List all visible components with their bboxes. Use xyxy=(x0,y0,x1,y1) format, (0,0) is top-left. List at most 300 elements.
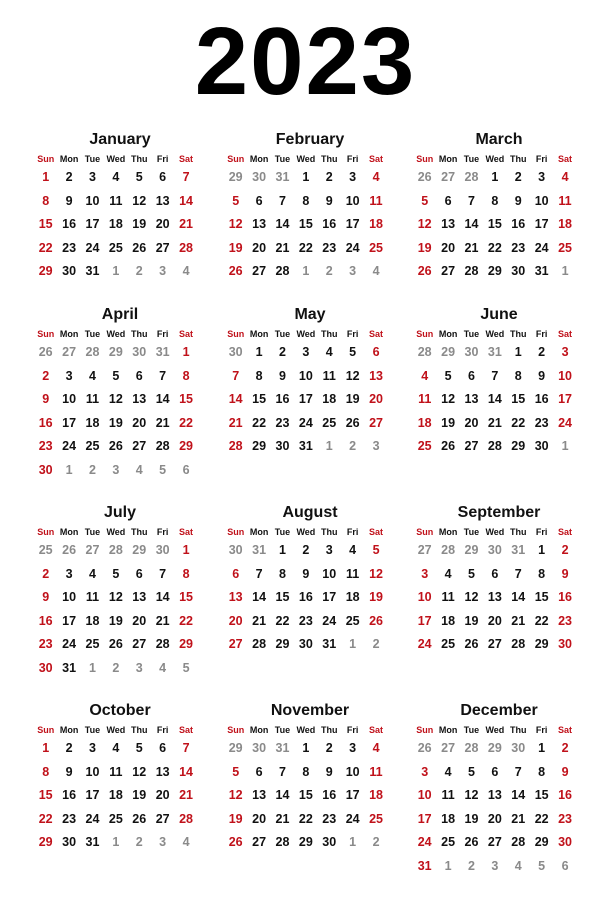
adjacent-month-day: 3 xyxy=(112,462,120,477)
adjacent-month-day: 1 xyxy=(65,462,73,477)
day-cell: 9 xyxy=(538,368,546,383)
day-cell: 23 xyxy=(558,811,572,826)
day-cell: 1 xyxy=(302,170,310,184)
day-cell: 26 xyxy=(228,835,243,850)
week-row xyxy=(413,563,585,587)
weekday-label: Wed xyxy=(106,725,126,735)
weekday-label: Mon xyxy=(59,154,79,164)
day-cell: 8 xyxy=(514,368,522,383)
day-cell: 20 xyxy=(369,392,383,407)
day-cell: 23 xyxy=(534,415,549,430)
day-cell: 10 xyxy=(417,590,432,605)
day-cell: 1 xyxy=(538,741,546,755)
day-cell: 31 xyxy=(534,264,549,279)
adjacent-month-day: 28 xyxy=(85,345,100,359)
day-cell: 4 xyxy=(444,566,452,581)
day-cell: 1 xyxy=(514,345,522,359)
day-cell: 18 xyxy=(85,613,100,628)
day-cell: 13 xyxy=(132,590,147,605)
adjacent-month-day: 31 xyxy=(275,170,290,184)
week-row xyxy=(224,190,396,214)
day-cell: 27 xyxy=(252,264,267,279)
day-cell: 19 xyxy=(417,240,432,255)
day-cell: 6 xyxy=(159,741,167,755)
week-row xyxy=(34,657,206,681)
day-cell: 26 xyxy=(369,613,383,628)
day-cell: 18 xyxy=(369,788,383,803)
day-cell: 5 xyxy=(135,741,143,755)
day-cell: 15 xyxy=(38,217,53,232)
weekday-header xyxy=(224,525,396,539)
day-cell: 13 xyxy=(369,368,383,383)
weekday-header xyxy=(224,723,396,737)
day-cell: 8 xyxy=(302,193,310,208)
adjacent-month-day: 31 xyxy=(487,345,502,359)
day-cell: 17 xyxy=(345,788,360,803)
day-cell: 29 xyxy=(38,835,53,850)
weekday-label: Tue xyxy=(274,154,291,164)
day-cell: 11 xyxy=(346,566,360,581)
adjacent-month-day: 2 xyxy=(372,835,380,850)
day-cell: 8 xyxy=(302,764,310,779)
day-cell: 20 xyxy=(132,613,147,628)
day-cell: 30 xyxy=(62,264,77,279)
adjacent-month-day: 2 xyxy=(349,439,357,454)
weekday-label: Fri xyxy=(346,527,359,537)
week-row xyxy=(34,190,206,214)
day-cell: 12 xyxy=(108,392,123,407)
day-cell: 16 xyxy=(62,217,77,232)
day-cell: 22 xyxy=(179,415,193,430)
day-cell: 16 xyxy=(322,217,337,232)
month-november xyxy=(224,701,396,855)
adjacent-month-day: 2 xyxy=(112,660,120,675)
weekday-header xyxy=(34,152,206,166)
weekday-label: Sun xyxy=(37,329,55,339)
day-cell: 29 xyxy=(511,439,526,454)
day-cell: 25 xyxy=(441,637,456,652)
weekday-label: Sun xyxy=(37,725,55,735)
day-cell: 22 xyxy=(534,811,549,826)
day-cell: 4 xyxy=(112,741,120,755)
day-cell: 6 xyxy=(491,764,499,779)
weekday-header xyxy=(413,723,585,737)
day-cell: 16 xyxy=(38,613,53,628)
adjacent-month-day: 28 xyxy=(464,170,479,184)
weekday-label: Thu xyxy=(131,329,148,339)
weekday-label: Fri xyxy=(346,154,359,164)
week-row xyxy=(413,610,585,634)
day-cell: 25 xyxy=(369,240,383,255)
day-cell: 21 xyxy=(179,217,193,232)
day-cell: 12 xyxy=(464,788,479,803)
day-cell: 31 xyxy=(62,660,77,675)
week-row xyxy=(224,341,396,365)
month-march xyxy=(413,130,585,284)
weekday-label: Sat xyxy=(558,154,573,164)
day-cell: 26 xyxy=(228,264,243,279)
day-cell: 3 xyxy=(302,345,310,359)
adjacent-month-day: 26 xyxy=(417,741,432,755)
day-cell: 28 xyxy=(155,439,170,454)
day-cell: 19 xyxy=(108,415,123,430)
day-cell: 28 xyxy=(275,835,290,850)
day-cell: 31 xyxy=(417,858,432,873)
adjacent-month-day: 2 xyxy=(135,835,143,850)
day-cell: 24 xyxy=(62,439,77,454)
day-cell: 27 xyxy=(487,835,502,850)
day-cell: 9 xyxy=(65,193,73,208)
day-cell: 6 xyxy=(444,193,452,208)
adjacent-month-day: 29 xyxy=(487,741,502,755)
adjacent-month-day: 2 xyxy=(468,858,475,873)
day-cell: 7 xyxy=(159,368,167,383)
weekday-label: Sun xyxy=(227,527,245,537)
adjacent-month-day: 29 xyxy=(441,345,456,359)
day-cell: 26 xyxy=(441,439,456,454)
day-cell: 11 xyxy=(322,368,336,383)
day-cell: 7 xyxy=(182,741,190,755)
day-cell: 29 xyxy=(534,835,549,850)
day-cell: 11 xyxy=(369,193,383,208)
day-cell: 14 xyxy=(179,764,193,779)
day-cell: 29 xyxy=(298,835,313,850)
day-cell: 1 xyxy=(279,543,286,557)
day-cell: 15 xyxy=(298,788,313,803)
day-cell: 4 xyxy=(372,741,380,755)
adjacent-month-day: 1 xyxy=(112,835,120,850)
day-cell: 16 xyxy=(298,590,313,605)
day-cell: 28 xyxy=(228,439,243,454)
day-cell: 18 xyxy=(441,613,456,628)
day-cell: 1 xyxy=(491,170,499,184)
adjacent-month-day: 4 xyxy=(372,264,380,279)
month-april xyxy=(34,305,206,483)
day-cell: 18 xyxy=(322,392,337,407)
adjacent-month-day: 26 xyxy=(38,345,53,359)
day-cell: 28 xyxy=(179,811,193,826)
day-cell: 31 xyxy=(85,835,100,850)
day-cell: 22 xyxy=(298,811,313,826)
day-cell: 6 xyxy=(159,170,167,184)
weekday-label: Wed xyxy=(106,329,126,339)
day-cell: 19 xyxy=(132,788,147,803)
month-title: April xyxy=(101,306,139,323)
day-cell: 4 xyxy=(421,368,429,383)
day-cell: 31 xyxy=(85,264,100,279)
adjacent-month-day: 1 xyxy=(561,264,569,279)
adjacent-month-day: 3 xyxy=(135,660,143,675)
day-cell: 27 xyxy=(369,415,383,430)
day-cell: 18 xyxy=(417,415,432,430)
week-row xyxy=(224,539,396,563)
adjacent-month-day: 29 xyxy=(132,543,147,557)
weekday-label: Tue xyxy=(463,329,480,339)
day-cell: 12 xyxy=(228,788,243,803)
month-title: January xyxy=(89,131,151,148)
week-row xyxy=(224,610,396,634)
day-cell: 2 xyxy=(302,543,310,557)
day-cell: 10 xyxy=(558,368,572,383)
weekday-label: Tue xyxy=(463,527,480,537)
day-cell: 16 xyxy=(558,590,572,605)
week-row xyxy=(413,855,585,879)
weekday-header xyxy=(413,525,585,539)
day-cell: 5 xyxy=(349,345,357,359)
weekday-label: Mon xyxy=(438,527,458,537)
day-cell: 19 xyxy=(369,590,383,605)
day-cell: 14 xyxy=(179,193,193,208)
weekday-label: Fri xyxy=(535,329,548,339)
day-cell: 27 xyxy=(132,439,147,454)
day-cell: 21 xyxy=(275,811,290,826)
day-cell: 10 xyxy=(534,193,549,208)
day-cell: 21 xyxy=(228,415,243,430)
week-row xyxy=(413,586,585,610)
day-cell: 15 xyxy=(275,590,290,605)
day-cell: 17 xyxy=(85,217,100,232)
day-cell: 1 xyxy=(302,741,310,755)
weekday-label: Mon xyxy=(249,154,269,164)
day-cell: 9 xyxy=(561,566,569,581)
weekday-label: Thu xyxy=(321,527,338,537)
day-cell: 9 xyxy=(325,193,333,208)
day-cell: 14 xyxy=(275,217,290,232)
day-cell: 28 xyxy=(252,637,267,652)
weekday-label: Sat xyxy=(558,527,573,537)
day-cell: 17 xyxy=(417,613,432,628)
adjacent-month-day: 3 xyxy=(159,264,167,279)
weekday-label: Mon xyxy=(249,725,269,735)
day-cell: 26 xyxy=(108,637,123,652)
week-row xyxy=(34,459,206,483)
day-cell: 17 xyxy=(62,415,77,430)
weekday-label: Sun xyxy=(416,527,434,537)
month-august xyxy=(224,503,396,657)
day-cell: 11 xyxy=(441,788,455,803)
weekday-label: Fri xyxy=(346,725,359,735)
day-cell: 31 xyxy=(322,637,337,652)
month-title: June xyxy=(480,306,518,323)
day-cell: 10 xyxy=(417,788,432,803)
day-cell: 11 xyxy=(369,764,383,779)
day-cell: 25 xyxy=(345,613,360,628)
day-cell: 10 xyxy=(322,566,337,581)
day-cell: 15 xyxy=(38,788,53,803)
adjacent-month-day: 31 xyxy=(511,543,526,557)
weekday-header xyxy=(413,152,585,166)
day-cell: 9 xyxy=(561,764,569,779)
day-cell: 7 xyxy=(514,566,522,581)
day-cell: 18 xyxy=(369,217,383,232)
day-cell: 4 xyxy=(561,170,569,184)
weekday-label: Mon xyxy=(59,329,79,339)
adjacent-month-day: 1 xyxy=(444,858,452,873)
day-cell: 7 xyxy=(491,368,499,383)
day-cell: 22 xyxy=(298,240,313,255)
day-cell: 13 xyxy=(228,590,243,605)
weekday-header xyxy=(224,152,396,166)
adjacent-month-day: 31 xyxy=(155,345,170,359)
weekday-label: Sun xyxy=(416,329,434,339)
week-row xyxy=(413,260,585,284)
day-cell: 7 xyxy=(279,764,286,779)
day-cell: 17 xyxy=(322,590,337,605)
day-cell: 4 xyxy=(89,368,96,383)
day-cell: 19 xyxy=(464,613,479,628)
day-cell: 6 xyxy=(135,566,143,581)
day-cell: 20 xyxy=(252,811,267,826)
day-cell: 17 xyxy=(558,392,572,407)
adjacent-month-day: 30 xyxy=(132,345,147,359)
day-cell: 3 xyxy=(421,566,429,581)
adjacent-month-day: 30 xyxy=(155,543,170,557)
adjacent-month-day: 6 xyxy=(561,858,569,873)
day-cell: 29 xyxy=(179,439,193,454)
day-cell: 12 xyxy=(108,590,123,605)
weekday-header xyxy=(34,723,206,737)
weekday-label: Sun xyxy=(37,527,55,537)
day-cell: 30 xyxy=(62,835,77,850)
week-row xyxy=(413,412,585,436)
day-cell: 5 xyxy=(232,764,240,779)
week-row xyxy=(34,412,206,436)
week-row xyxy=(224,388,396,412)
adjacent-month-day: 26 xyxy=(62,543,77,557)
weekday-label: Thu xyxy=(321,154,338,164)
month-january xyxy=(34,130,206,284)
day-cell: 9 xyxy=(42,590,50,605)
week-row xyxy=(413,737,585,761)
day-cell: 15 xyxy=(252,392,267,407)
day-cell: 22 xyxy=(275,613,290,628)
day-cell: 30 xyxy=(534,439,549,454)
week-row xyxy=(413,435,585,459)
day-cell: 5 xyxy=(468,764,475,779)
day-cell: 30 xyxy=(558,835,572,850)
weekday-label: Thu xyxy=(321,329,338,339)
day-cell: 29 xyxy=(38,264,53,279)
weekday-label: Mon xyxy=(438,329,458,339)
day-cell: 24 xyxy=(85,811,100,826)
day-cell: 4 xyxy=(349,543,357,557)
day-cell: 26 xyxy=(464,637,479,652)
day-cell: 9 xyxy=(279,368,286,383)
day-cell: 8 xyxy=(255,368,263,383)
week-row xyxy=(34,633,206,657)
weekday-label: Mon xyxy=(59,527,79,537)
day-cell: 12 xyxy=(441,392,456,407)
day-cell: 29 xyxy=(179,637,193,652)
day-cell: 12 xyxy=(369,566,383,581)
adjacent-month-day: 30 xyxy=(228,543,243,557)
adjacent-month-day: 30 xyxy=(228,345,243,359)
day-cell: 20 xyxy=(252,240,267,255)
day-cell: 21 xyxy=(179,788,193,803)
day-cell: 30 xyxy=(38,660,53,675)
adjacent-month-day: 28 xyxy=(108,543,123,557)
day-cell: 10 xyxy=(85,193,100,208)
day-cell: 27 xyxy=(132,637,147,652)
day-cell: 13 xyxy=(441,217,456,232)
day-cell: 25 xyxy=(108,240,123,255)
day-cell: 24 xyxy=(62,637,77,652)
adjacent-month-day: 3 xyxy=(491,858,499,873)
week-row xyxy=(34,435,206,459)
day-cell: 24 xyxy=(345,240,360,255)
adjacent-month-day: 30 xyxy=(252,741,267,755)
weekday-label: Thu xyxy=(321,725,338,735)
weekday-label: Mon xyxy=(438,154,458,164)
weekday-label: Mon xyxy=(249,527,269,537)
day-cell: 10 xyxy=(298,368,313,383)
weekday-label: Tue xyxy=(274,527,291,537)
adjacent-month-day: 27 xyxy=(441,741,456,755)
day-cell: 28 xyxy=(487,439,502,454)
day-cell: 20 xyxy=(155,217,170,232)
week-row xyxy=(224,586,396,610)
day-cell: 19 xyxy=(108,613,123,628)
day-cell: 6 xyxy=(135,368,143,383)
day-cell: 23 xyxy=(298,613,313,628)
weekday-label: Sat xyxy=(369,527,384,537)
weekday-label: Thu xyxy=(131,725,148,735)
day-cell: 7 xyxy=(255,566,263,581)
adjacent-month-day: 2 xyxy=(372,637,380,652)
month-title: December xyxy=(460,702,538,719)
weekday-label: Tue xyxy=(84,329,101,339)
weekday-label: Wed xyxy=(296,154,316,164)
weekday-label: Sat xyxy=(179,154,194,164)
adjacent-month-day: 26 xyxy=(417,170,432,184)
weekday-label: Mon xyxy=(59,725,79,735)
month-title: March xyxy=(475,131,523,148)
week-row xyxy=(224,563,396,587)
adjacent-month-day: 29 xyxy=(228,170,243,184)
day-cell: 1 xyxy=(255,345,263,359)
week-row xyxy=(224,435,396,459)
day-cell: 24 xyxy=(85,240,100,255)
adjacent-month-day: 29 xyxy=(108,345,123,359)
weekday-label: Sat xyxy=(179,329,194,339)
day-cell: 12 xyxy=(132,193,147,208)
day-cell: 10 xyxy=(345,193,360,208)
day-cell: 9 xyxy=(302,566,310,581)
day-cell: 22 xyxy=(487,240,502,255)
day-cell: 11 xyxy=(418,392,432,407)
adjacent-month-day: 30 xyxy=(252,170,267,184)
day-cell: 27 xyxy=(487,637,502,652)
day-cell: 24 xyxy=(298,415,313,430)
weekday-label: Tue xyxy=(274,725,291,735)
day-cell: 17 xyxy=(298,392,313,407)
weekday-label: Sun xyxy=(227,329,245,339)
day-cell: 22 xyxy=(38,240,53,255)
adjacent-month-day: 1 xyxy=(561,439,569,454)
day-cell: 7 xyxy=(182,170,190,184)
adjacent-month-day: 1 xyxy=(349,637,357,652)
day-cell: 3 xyxy=(538,170,546,184)
week-row xyxy=(34,831,206,855)
day-cell: 3 xyxy=(421,764,429,779)
day-cell: 11 xyxy=(109,193,123,208)
month-title: August xyxy=(282,504,338,521)
day-cell: 14 xyxy=(155,590,170,605)
day-cell: 28 xyxy=(275,264,290,279)
day-cell: 27 xyxy=(252,835,267,850)
day-cell: 16 xyxy=(38,415,53,430)
week-row xyxy=(34,365,206,389)
